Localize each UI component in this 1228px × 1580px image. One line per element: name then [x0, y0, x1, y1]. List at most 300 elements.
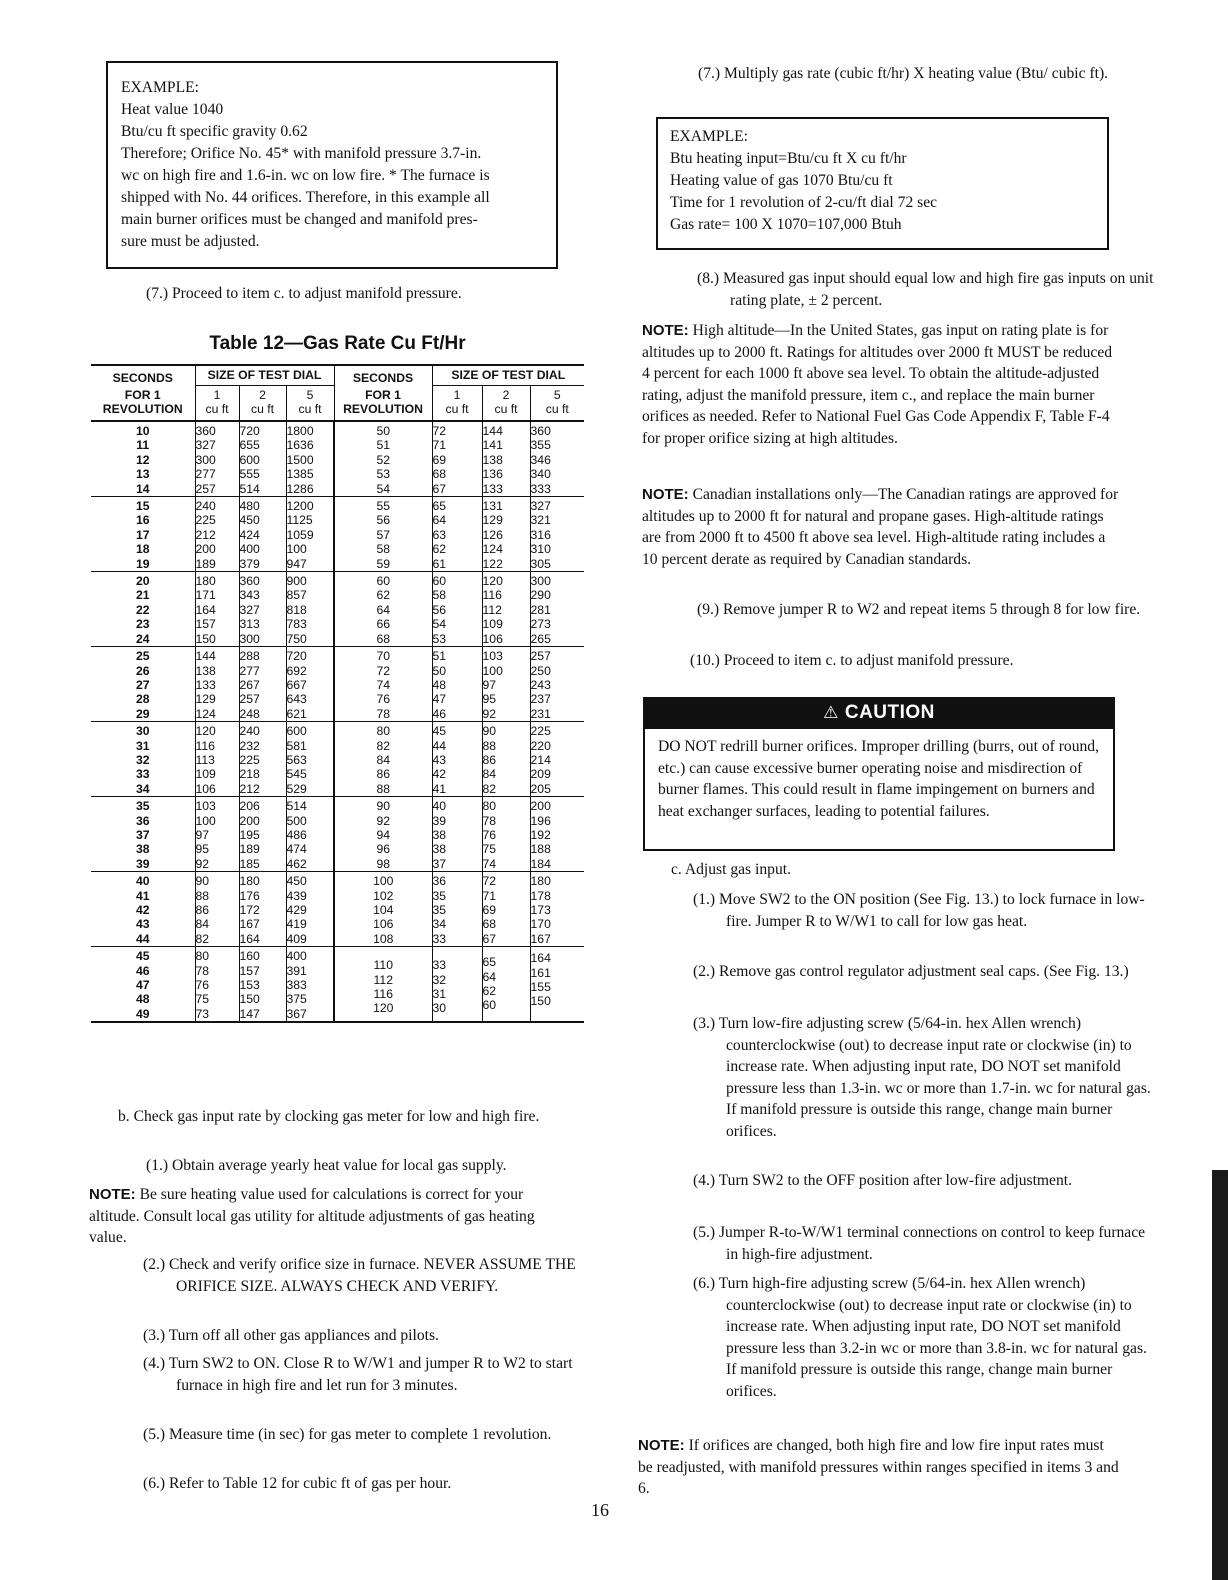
- cell-seconds-right: 76: [376, 692, 391, 707]
- cell-dial-1: 92: [195, 857, 239, 872]
- cell-dial-5-value: 367: [286, 1006, 307, 1021]
- cell-dial-2-right: 72: [482, 872, 530, 889]
- cell-dial-5-right: 188: [530, 842, 584, 856]
- example-right-line: Time for 1 revolution of 2-cu/ft dial 72 sec: [670, 194, 938, 211]
- cell-dial-5-right: 237: [530, 692, 584, 706]
- cell-dial-1: 277: [195, 467, 239, 481]
- cell-seconds: 16: [135, 513, 150, 528]
- cell-dial-2: 180: [239, 872, 286, 889]
- cell-dial-1-right: 60: [432, 572, 482, 589]
- table-row: [91, 782, 584, 797]
- header-dial-5-right: 5: [530, 386, 584, 403]
- cell-dial-2-right: 75: [482, 842, 530, 856]
- table-row: [91, 889, 584, 903]
- cell-seconds-right: 82: [376, 738, 391, 753]
- cell-dial-5: 439: [286, 889, 334, 903]
- cell-dial-1-right: 67: [432, 482, 482, 497]
- page-number: 16: [591, 1500, 609, 1520]
- cell-dial-5-right: 321: [530, 513, 584, 527]
- note-3: [642, 484, 1122, 570]
- cell-seconds-value: 49: [135, 1006, 150, 1021]
- cell-seconds: 34: [91, 782, 195, 797]
- cell-dial-5: 581: [286, 739, 334, 753]
- cell-dial-5: 720: [286, 647, 334, 664]
- cell-dial-1: 164: [195, 603, 239, 617]
- cell-seconds-right: 54: [334, 482, 432, 497]
- cell-dial-2: 360: [239, 572, 286, 589]
- cell-dial-5: 429: [286, 903, 334, 917]
- cell-dial-2: 313: [239, 617, 286, 631]
- cell-dial-5-right: 257: [530, 647, 584, 664]
- table-title: Table 12—Gas Rate Cu Ft/Hr: [209, 333, 466, 354]
- cell-seconds-right-value: 112: [373, 972, 393, 987]
- cell-dial-1-right: 50: [432, 664, 482, 678]
- cell-dial-1-right: 68: [432, 467, 482, 481]
- cell-dial-2: 189: [239, 842, 286, 856]
- cell-dial-2: 200: [239, 814, 286, 828]
- cell-dial-5: 750: [286, 632, 334, 647]
- cell-seconds: 23: [135, 617, 150, 632]
- cell-seconds: 28: [135, 692, 150, 707]
- cell-seconds-right: 55: [376, 499, 391, 514]
- cell-seconds-right: 51: [376, 438, 391, 453]
- cell-dial-1-right: 37: [432, 857, 482, 872]
- cell-dial-2: 185: [239, 857, 286, 872]
- cell-dial-2-right: 133: [482, 482, 530, 497]
- example-left-line: EXAMPLE:: [121, 79, 199, 96]
- cell-seconds-right: [334, 947, 432, 1022]
- cell-seconds-right: 59: [334, 557, 432, 572]
- cell-dial-1: 133: [195, 678, 239, 692]
- example-left-line: Therefore; Orifice No. 45* with manifold pressure 3.7-in.: [121, 145, 482, 162]
- cell-dial-1-right: 48: [432, 678, 482, 692]
- cell-dial-1: 116: [195, 739, 239, 753]
- header-seconds-l2: FOR 1: [124, 387, 161, 402]
- cell-dial-2: 176: [239, 889, 286, 903]
- table-row: [91, 453, 584, 467]
- cell-dial-1: 157: [195, 617, 239, 631]
- note-1-label: NOTE:: [89, 1186, 136, 1203]
- header-dial-2-right: 2: [482, 386, 530, 403]
- cell-seconds: 18: [135, 542, 150, 557]
- cell-dial-5-right-value: 161: [530, 965, 551, 980]
- cell-dial-1: 95: [195, 842, 239, 856]
- cell-seconds-right: 102: [373, 888, 394, 903]
- cell-dial-1: 240: [195, 497, 239, 514]
- cell-dial-5-right: 310: [530, 542, 584, 556]
- cell-dial-1-right: 35: [432, 889, 482, 903]
- cell-seconds: 10: [135, 424, 150, 438]
- cell-dial-5: 545: [286, 767, 334, 781]
- cell-seconds: 32: [135, 752, 150, 767]
- header-dial-1-right: 1: [432, 386, 482, 403]
- cell-dial-5-right: 196: [530, 814, 584, 828]
- cell-dial-2-right: 78: [482, 814, 530, 828]
- cell-seconds: 43: [135, 917, 150, 932]
- cell-dial-1-right: 40: [432, 797, 482, 814]
- cell-seconds-right: 96: [376, 842, 391, 857]
- cell-dial-1-right: 35: [432, 903, 482, 917]
- cell-seconds: 35: [135, 799, 150, 814]
- cell-seconds-right: 52: [376, 452, 391, 467]
- cell-dial-5: 667: [286, 678, 334, 692]
- table-row: [91, 513, 584, 527]
- cell-seconds: 26: [135, 663, 150, 678]
- example-right-line: EXAMPLE:: [670, 128, 748, 145]
- cell-dial-1: 129: [195, 692, 239, 706]
- cell-dial-5-right: 273: [530, 617, 584, 631]
- header-size-of-test-dial-right: SIZE OF TEST DIAL: [432, 365, 584, 386]
- cell-dial-5-value: 391: [286, 963, 307, 978]
- step-b3: (3.) Turn off all other gas appliances and pilots.: [143, 1327, 439, 1344]
- cell-dial-2: 277: [239, 664, 286, 678]
- cell-dial-5: 621: [286, 707, 334, 722]
- cell-dial-2-value: 147: [239, 1006, 260, 1021]
- example-box-right-lines: [670, 126, 1107, 236]
- cell-dial-2-right: 82: [482, 782, 530, 797]
- table-row: [91, 438, 584, 452]
- cell-seconds: 20: [135, 574, 150, 589]
- cell-dial-5-right: 250: [530, 664, 584, 678]
- cell-dial-5-right: [530, 947, 584, 1022]
- cell-dial-1: 88: [195, 889, 239, 903]
- cell-dial-5-value: 400: [286, 949, 307, 964]
- note-4: [638, 1435, 1120, 1500]
- step-c6: (6.) Turn high-fire adjusting screw (5/64-in. hex Allen wrench) counterclockwise (out) to decrease input rate or clockwise (in) to increase rate. When adjusting input rate, DO NOT set manifold pressure less than 3.2-in wc or more than 3.8-in. wc for natural gas. If manifold pressure is outside this range, change main burner orifices.: [693, 1275, 1147, 1400]
- table-row: [91, 814, 584, 828]
- cell-dial-2-right: 67: [482, 932, 530, 947]
- cell-seconds: 38: [135, 842, 150, 857]
- table-row: [91, 753, 584, 767]
- cell-seconds: 37: [135, 827, 150, 842]
- cell-dial-5: 1385: [286, 467, 334, 481]
- cell-dial-5: 409: [286, 932, 334, 947]
- cell-dial-5-right: 214: [530, 753, 584, 767]
- cell-dial-2: 195: [239, 828, 286, 842]
- cell-dial-5-right: 340: [530, 467, 584, 481]
- cell-dial-1: 360: [195, 421, 239, 438]
- example-left-line: shipped with No. 44 orifices. Therefore, in this example all: [121, 189, 490, 206]
- table-row: [91, 903, 584, 917]
- header-unit-1: cu ft: [195, 402, 239, 421]
- cell-dial-5-right: 231: [530, 707, 584, 722]
- cell-dial-2-right: 141: [482, 438, 530, 452]
- cell-seconds-right: 64: [376, 602, 391, 617]
- cell-dial-5: 1125: [286, 513, 334, 527]
- cell-dial-1-right: 56: [432, 603, 482, 617]
- table-row: [91, 797, 584, 814]
- cell-dial-5: 857: [286, 588, 334, 602]
- cell-dial-2-right: 109: [482, 617, 530, 631]
- cell-dial-1: 103: [195, 797, 239, 814]
- header-unit-5-right: cu ft: [530, 402, 584, 421]
- cell-dial-1-right: 51: [432, 647, 482, 664]
- cell-dial-5: 474: [286, 842, 334, 856]
- cell-seconds-right: 57: [376, 527, 391, 542]
- cell-dial-1-right-value: 31: [432, 987, 447, 1001]
- header-seconds-l1-right: SECONDS: [334, 365, 432, 386]
- cell-dial-5-right: 333: [530, 482, 584, 497]
- cell-dial-1: 150: [195, 632, 239, 647]
- table-row: [91, 497, 584, 514]
- cell-dial-5-right: 180: [530, 872, 584, 889]
- cell-dial-1-right: 42: [432, 767, 482, 781]
- cell-dial-5-right-value: 164: [530, 951, 551, 966]
- cell-dial-2: 240: [239, 722, 286, 739]
- cell-dial-2: 327: [239, 603, 286, 617]
- cell-dial-5: 947: [286, 557, 334, 572]
- cell-seconds-right: 90: [376, 799, 391, 814]
- cell-dial-2-right: 80: [482, 797, 530, 814]
- note-3-text: Canadian installations only—The Canadian ratings are approved for altitudes up to 2000 ft for natural and propane gases. High-altitude ratings are from 2000 ft to 4500 ft above sea level. High-altitude rating includes a 10 percent derate as required by Canadian standards.: [642, 486, 1119, 568]
- cell-dial-2-right: 112: [482, 603, 530, 617]
- step-9-right: (9.) Remove jumper R to W2 and repeat items 5 through 8 for low fire.: [697, 601, 1141, 618]
- cell-dial-2-right: 69: [482, 903, 530, 917]
- cell-seconds-right: 72: [376, 663, 391, 678]
- cell-dial-5-right: 220: [530, 739, 584, 753]
- cell-seconds: 17: [135, 527, 150, 542]
- cell-dial-5: 1500: [286, 453, 334, 467]
- cell-dial-5: 1636: [286, 438, 334, 452]
- cell-dial-1: 120: [195, 722, 239, 739]
- cell-dial-5: 563: [286, 753, 334, 767]
- cell-dial-2: 172: [239, 903, 286, 917]
- cell-dial-1-value: 78: [195, 963, 210, 978]
- cell-dial-1-value: 73: [195, 1006, 210, 1021]
- cell-dial-1: 212: [195, 528, 239, 542]
- cell-dial-5: 1800: [286, 421, 334, 438]
- cell-seconds: 36: [135, 813, 150, 828]
- cell-dial-1: 109: [195, 767, 239, 781]
- cell-dial-2-right: 71: [482, 889, 530, 903]
- cell-dial-5: 462: [286, 857, 334, 872]
- cell-dial-1-right: 45: [432, 722, 482, 739]
- item-b-text: b. Check gas input rate by clocking gas meter for low and high fire.: [118, 1108, 540, 1125]
- cell-dial-2: 655: [239, 438, 286, 452]
- cell-dial-5-right-value: 150: [530, 994, 551, 1009]
- cell-dial-1: 84: [195, 917, 239, 931]
- table-row: [91, 617, 584, 631]
- cell-dial-5: 1200: [286, 497, 334, 514]
- cell-seconds-right: 56: [376, 513, 391, 528]
- cell-dial-5-right: 243: [530, 678, 584, 692]
- cell-seconds: 30: [135, 724, 150, 739]
- cell-seconds-right: 50: [376, 424, 391, 438]
- cell-dial-2-value: 150: [239, 992, 260, 1007]
- cell-seconds-right: 66: [376, 617, 391, 632]
- cell-dial-1: 189: [195, 557, 239, 572]
- cell-dial-1-right: 33: [432, 932, 482, 947]
- cell-dial-1: [195, 947, 239, 1022]
- table-row: [91, 707, 584, 722]
- cell-dial-2-right: 138: [482, 453, 530, 467]
- cell-dial-2: 424: [239, 528, 286, 542]
- table-row: [91, 632, 584, 647]
- step-7-left: (7.) Proceed to item c. to adjust manifold pressure.: [146, 285, 462, 302]
- table-row: [91, 603, 584, 617]
- cell-dial-5-right: 265: [530, 632, 584, 647]
- note-1: [89, 1184, 567, 1249]
- example-left-line: wc on high fire and 1.6-in. wc on low fire. * The furnace is: [121, 167, 490, 184]
- step-c5: (5.) Jumper R-to-W/W1 terminal connections on control to keep furnace in high-fire adjustment.: [693, 1224, 1146, 1263]
- example-left-line: sure must be adjusted.: [121, 233, 260, 250]
- table-row: [91, 842, 584, 856]
- cell-dial-2: 288: [239, 647, 286, 664]
- cell-dial-1: 171: [195, 588, 239, 602]
- cell-dial-1: 327: [195, 438, 239, 452]
- note-3-label: NOTE:: [642, 486, 689, 503]
- cell-dial-2: 379: [239, 557, 286, 572]
- cell-dial-2-right: 90: [482, 722, 530, 739]
- cell-seconds-value: 47: [135, 978, 150, 992]
- caution-header: [645, 697, 1113, 729]
- cell-dial-5: 783: [286, 617, 334, 631]
- header-size-of-test-dial-left: SIZE OF TEST DIAL: [195, 365, 334, 386]
- cell-dial-2-value: 157: [239, 963, 260, 978]
- cell-dial-1: 180: [195, 572, 239, 589]
- step-c4: (4.) Turn SW2 to the OFF position after low-fire adjustment.: [693, 1172, 1072, 1189]
- cell-dial-1-right: 72: [432, 421, 482, 438]
- cell-dial-5-right: 184: [530, 857, 584, 872]
- cell-dial-5-right: 300: [530, 572, 584, 589]
- caution-title: CAUTION: [844, 702, 935, 723]
- cell-dial-1-right: 53: [432, 632, 482, 647]
- cell-dial-2-right: 95: [482, 692, 530, 706]
- cell-dial-5: [286, 947, 334, 1022]
- cell-dial-2-right-value: 60: [482, 998, 497, 1013]
- step-10-right: (10.) Proceed to item c. to adjust manifold pressure.: [690, 652, 1014, 669]
- example-box-left: [106, 61, 558, 269]
- cell-seconds-right: 70: [376, 649, 391, 664]
- table-row: [91, 917, 584, 931]
- cell-dial-2-value: 160: [239, 949, 260, 964]
- caution-box: [643, 697, 1115, 851]
- table-row: [91, 828, 584, 842]
- scan-edge: [1212, 1170, 1228, 1580]
- cell-dial-2-right: 124: [482, 542, 530, 556]
- step-c2: (2.) Remove gas control regulator adjustment seal caps. (See Fig. 13.): [693, 963, 1129, 980]
- cell-dial-5-right: 355: [530, 438, 584, 452]
- step-b1: (1.) Obtain average yearly heat value for local gas supply.: [146, 1157, 507, 1174]
- example-right-line: Heating value of gas 1070 Btu/cu ft: [670, 172, 893, 189]
- step-b6: (6.) Refer to Table 12 for cubic ft of gas per hour.: [143, 1475, 452, 1492]
- cell-dial-1: 100: [195, 814, 239, 828]
- cell-dial-2: 600: [239, 453, 286, 467]
- table-row: [91, 528, 584, 542]
- table-row: [91, 692, 584, 706]
- cell-seconds-right: 62: [376, 588, 391, 603]
- cell-dial-5: 1286: [286, 482, 334, 497]
- cell-dial-1-right: 54: [432, 617, 482, 631]
- note-1-text: Be sure heating value used for calculations is correct for your altitude. Consult local gas utility for altitude adjustments of gas heating value.: [89, 1186, 535, 1246]
- cell-dial-5-right: 316: [530, 528, 584, 542]
- cell-seconds-right: 88: [334, 782, 432, 797]
- gas-rate-table: [91, 364, 584, 1023]
- table-row: [91, 739, 584, 753]
- cell-seconds: 25: [135, 649, 150, 664]
- cell-seconds-right: 53: [376, 467, 391, 482]
- cell-seconds: 33: [135, 767, 150, 782]
- cell-seconds-right: 68: [334, 632, 432, 647]
- cell-dial-1-value: 76: [195, 978, 210, 992]
- example-left-line: Btu/cu ft specific gravity 0.62: [121, 123, 308, 140]
- cell-dial-1: 113: [195, 753, 239, 767]
- cell-dial-5-right: 209: [530, 767, 584, 781]
- example-box-right: [656, 117, 1109, 250]
- cell-seconds: 27: [135, 677, 150, 692]
- cell-seconds: [91, 947, 195, 1022]
- cell-dial-1-right-value: 33: [432, 958, 447, 973]
- cell-dial-2: 248: [239, 707, 286, 722]
- step-b4: (4.) Turn SW2 to ON. Close R to W/W1 and jumper R to W2 to start furnace in high fire and let run for 3 minutes.: [143, 1355, 573, 1394]
- cell-dial-2: 300: [239, 632, 286, 647]
- cell-dial-1-right: 38: [432, 842, 482, 856]
- cell-seconds: 39: [91, 857, 195, 872]
- header-seconds-l3: REVOLUTION: [102, 402, 183, 416]
- cell-seconds: 40: [135, 874, 150, 889]
- cell-dial-1-right: 43: [432, 753, 482, 767]
- cell-dial-1-value: 75: [195, 992, 210, 1007]
- cell-seconds-right: 106: [373, 917, 394, 932]
- cell-dial-1-right: 65: [432, 497, 482, 514]
- example-box-left-lines: [121, 77, 556, 253]
- header-seconds-l1: SECONDS: [112, 371, 173, 386]
- cell-seconds-right: 84: [376, 752, 391, 767]
- cell-dial-2: 212: [239, 782, 286, 797]
- cell-dial-5-right: 200: [530, 797, 584, 814]
- cell-dial-1-right: 46: [432, 707, 482, 722]
- cell-dial-2: 720: [239, 421, 286, 438]
- cell-dial-1-right: 38: [432, 828, 482, 842]
- cell-dial-5-value: 383: [286, 978, 307, 992]
- cell-dial-1-right: 36: [432, 872, 482, 889]
- cell-dial-2: 267: [239, 678, 286, 692]
- cell-seconds: 19: [91, 557, 195, 572]
- cell-dial-5: 100: [286, 542, 334, 556]
- cell-dial-5-value: 375: [286, 992, 307, 1007]
- step-b5: (5.) Measure time (in sec) for gas meter to complete 1 revolution.: [143, 1426, 552, 1443]
- cell-seconds: 22: [135, 602, 150, 617]
- cell-dial-1-right: 61: [432, 557, 482, 572]
- cell-dial-5: 1059: [286, 528, 334, 542]
- cell-dial-5: 419: [286, 917, 334, 931]
- header-unit-5: cu ft: [286, 402, 334, 421]
- cell-seconds-value: 48: [135, 992, 150, 1007]
- cell-dial-2-right: 97: [482, 678, 530, 692]
- cell-seconds-right: 94: [376, 827, 391, 842]
- header-unit-2: cu ft: [239, 402, 286, 421]
- cell-dial-2-right: 103: [482, 647, 530, 664]
- cell-seconds-right-value: 110: [373, 958, 393, 973]
- header-dial-2: 2: [239, 386, 286, 403]
- example-left-line: main burner orifices must be changed and manifold pres-: [121, 211, 478, 228]
- cell-seconds-value: 45: [135, 949, 150, 964]
- cell-dial-5-right: 167: [530, 932, 584, 947]
- cell-seconds: 24: [91, 632, 195, 647]
- cell-dial-5-right: 173: [530, 903, 584, 917]
- cell-dial-1: 82: [195, 932, 239, 947]
- header-unit-2-right: cu ft: [482, 402, 530, 421]
- cell-dial-2-right: 68: [482, 917, 530, 931]
- cell-seconds-right: 104: [373, 903, 394, 917]
- cell-dial-1-right: 39: [432, 814, 482, 828]
- table-row: [91, 482, 584, 497]
- cell-dial-2: 206: [239, 797, 286, 814]
- cell-dial-1: 124: [195, 707, 239, 722]
- cell-dial-5: 692: [286, 664, 334, 678]
- cell-seconds-right: 92: [376, 813, 391, 828]
- cell-dial-2-right: 100: [482, 664, 530, 678]
